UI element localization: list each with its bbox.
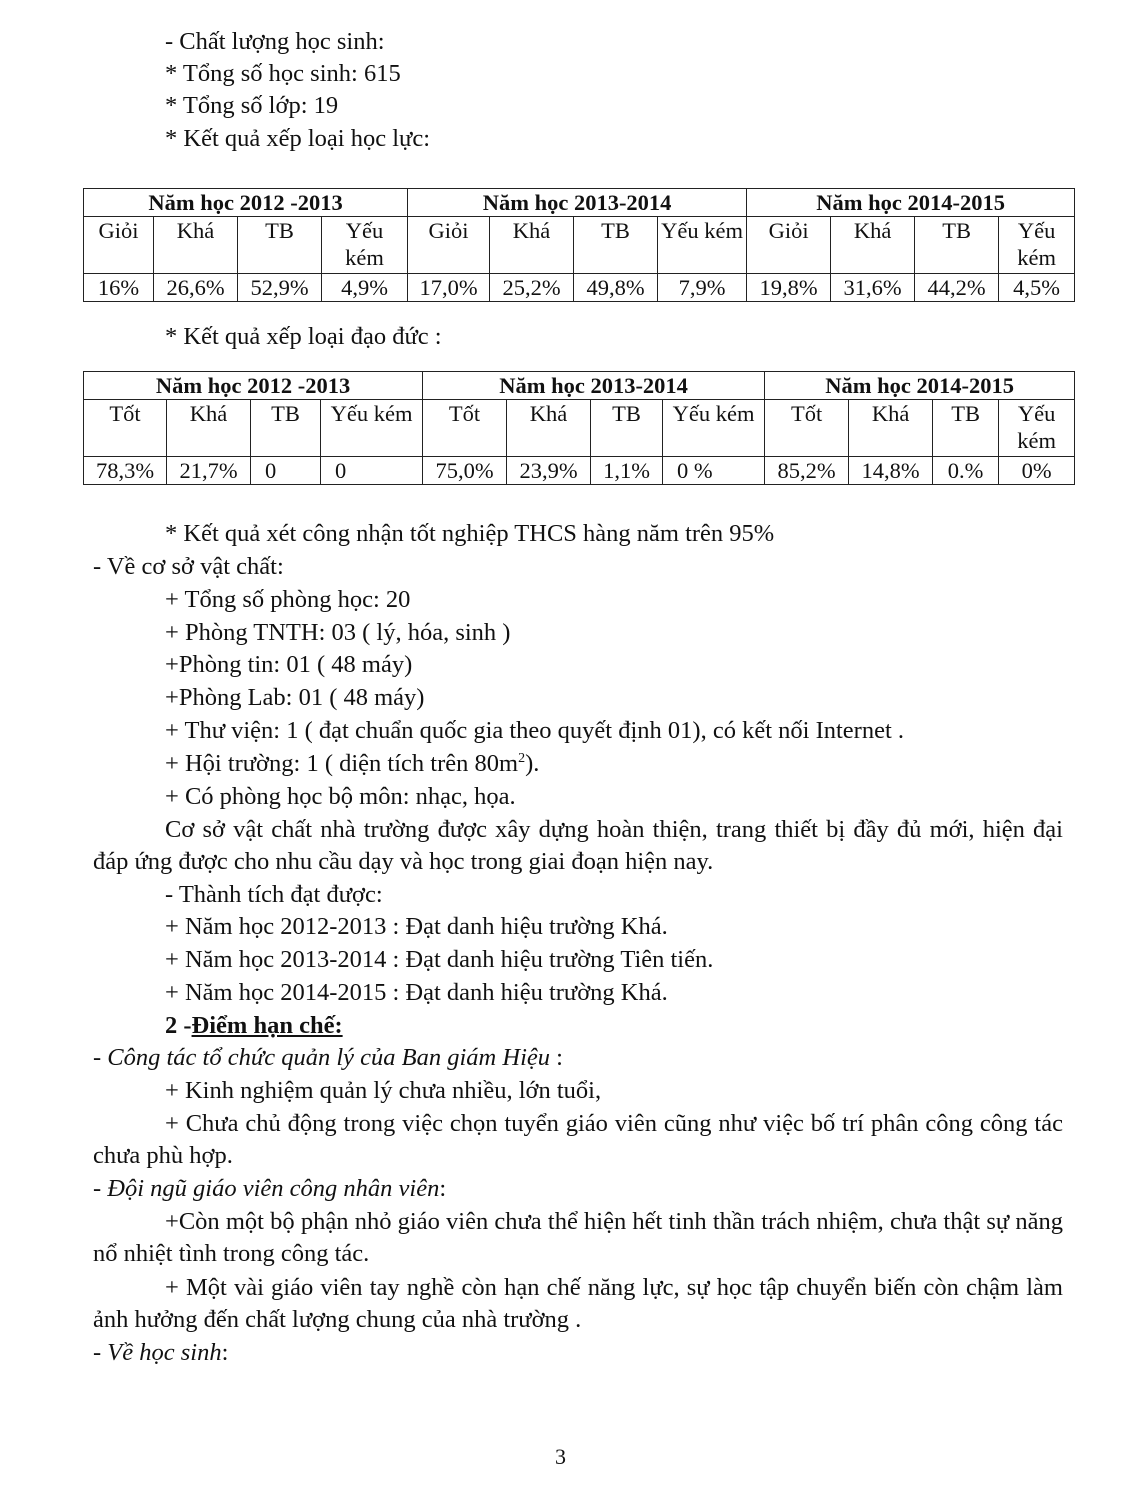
- staff-heading-text: - Đội ngũ giáo viên công nhân viên: [93, 1175, 440, 1202]
- year-header: Năm học 2012 -2013: [84, 189, 408, 217]
- limitations-heading: [165, 1011, 343, 1041]
- table-row: [84, 372, 1075, 400]
- year-header: Năm học 2014-2015: [765, 372, 1075, 400]
- management-heading: [93, 1043, 563, 1073]
- achievement-item: + Năm học 2014-2015 : Đạt danh hiệu trường Khá.: [165, 979, 668, 1006]
- table-row: [84, 217, 1075, 274]
- academic-results-table: [83, 188, 1075, 302]
- column-header: Giỏi: [84, 217, 154, 274]
- facility-item: + Thư viện: 1 ( đạt chuẩn quốc gia theo quyết định 01), có kết nối Internet .: [165, 717, 904, 744]
- column-header: TB: [591, 400, 663, 457]
- achievements-heading: - Thành tích đạt được:: [165, 881, 383, 908]
- column-header: Khá: [490, 217, 574, 274]
- column-header: TB: [915, 217, 999, 274]
- staff-colon: :: [439, 1175, 447, 1202]
- table-cell: 44,2%: [915, 274, 999, 302]
- table-cell: 78,3%: [84, 457, 167, 485]
- facility-item: +Phòng tin: 01 ( 48 máy): [165, 651, 413, 678]
- facility-music: + Có phòng học bộ môn: nhạc, họa.: [165, 783, 516, 810]
- management-heading-text: - Công tác tổ chức quản lý của Ban giám Hiệu: [93, 1044, 550, 1071]
- management-item: + Chưa chủ động trong việc chọn tuyển giáo viên cũng như việc bố trí phân công công tác chưa phù hợp.: [93, 1110, 1063, 1169]
- column-header: Khá: [507, 400, 591, 457]
- table-cell: 49,8%: [574, 274, 658, 302]
- facility-item: + Phòng TNTH: 03 ( lý, hóa, sinh ): [165, 619, 511, 646]
- facility-item: + Tổng số phòng học: 20: [165, 586, 411, 613]
- column-header: TB: [933, 400, 999, 457]
- column-header: Yếu kém: [663, 400, 765, 457]
- column-header: TB: [574, 217, 658, 274]
- table-row: [84, 400, 1075, 457]
- staff-item: +Còn một bộ phận nhỏ giáo viên chưa thể hiện hết tinh thần trách nhiệm, chưa thật sự năng nổ nhiệt tình trong công tác.: [93, 1208, 1063, 1267]
- facilities-heading: - Về cơ sở vật chất:: [93, 553, 284, 580]
- table-cell: 0: [321, 457, 423, 485]
- table-cell: 21,7%: [167, 457, 251, 485]
- quality-heading: - Chất lượng học sinh:: [165, 28, 385, 55]
- year-header: Năm học 2013-2014: [408, 189, 747, 217]
- column-header: Khá: [831, 217, 915, 274]
- table-cell: 0%: [999, 457, 1075, 485]
- conduct-results-table: [83, 371, 1075, 485]
- graduation-result: * Kết quả xét công nhận tốt nghiệp THCS hàng năm trên 95%: [165, 520, 775, 547]
- hall-end: ).: [525, 750, 540, 777]
- section-number: 2 -: [165, 1012, 192, 1039]
- table-row: [84, 457, 1075, 485]
- table-cell: 0: [251, 457, 321, 485]
- table-cell: 14,8%: [849, 457, 933, 485]
- column-header: Khá: [849, 400, 933, 457]
- staff-item: + Một vài giáo viên tay nghề còn hạn chế năng lực, sự học tập chuyển biến còn chậm làm ảnh hưởng đến chất lượng chung của nhà trường .: [93, 1274, 1063, 1333]
- table-cell: 16%: [84, 274, 154, 302]
- staff-heading: [93, 1174, 446, 1204]
- column-header: Khá: [167, 400, 251, 457]
- academic-results-title: * Kết quả xếp loại học lực:: [165, 125, 431, 152]
- management-colon: :: [550, 1044, 563, 1071]
- column-header: Giỏi: [747, 217, 831, 274]
- column-header: TB: [251, 400, 321, 457]
- total-students: * Tổng số học sinh: 615: [165, 60, 401, 87]
- table-cell: 25,2%: [490, 274, 574, 302]
- column-header: Yếu kém: [999, 217, 1075, 274]
- year-header: Năm học 2013-2014: [423, 372, 765, 400]
- page-number: 3: [555, 1444, 566, 1469]
- year-header: Năm học 2014-2015: [747, 189, 1075, 217]
- students-colon: :: [221, 1339, 229, 1366]
- table-cell: 0.%: [933, 457, 999, 485]
- table-cell: 1,1%: [591, 457, 663, 485]
- hall-text: + Hội trường: 1 ( diện tích trên 80m: [165, 750, 519, 777]
- total-classes: * Tổng số lớp: 19: [165, 92, 339, 119]
- table-cell: 75,0%: [423, 457, 507, 485]
- column-header: Giỏi: [408, 217, 490, 274]
- facility-hall: [165, 749, 539, 779]
- table-cell: 19,8%: [747, 274, 831, 302]
- table-cell: 23,9%: [507, 457, 591, 485]
- facilities-summary: Cơ sở vật chất nhà trường được xây dựng hoàn thiện, trang thiết bị đầy đủ mới, hiện đại đáp ứng được cho nhu cầu dạy và học trong giai đoạn hiện nay.: [93, 816, 1063, 875]
- column-header: Tốt: [765, 400, 849, 457]
- table-row: [84, 189, 1075, 217]
- year-header: Năm học 2012 -2013: [84, 372, 423, 400]
- column-header: Tốt: [423, 400, 507, 457]
- students-heading-text: - Về học sinh: [93, 1339, 222, 1366]
- column-header: Khá: [154, 217, 238, 274]
- column-header: Tốt: [84, 400, 167, 457]
- table-cell: 31,6%: [831, 274, 915, 302]
- column-header: Yếu kém: [999, 400, 1075, 457]
- table-cell: 85,2%: [765, 457, 849, 485]
- table-cell: 4,5%: [999, 274, 1075, 302]
- section-title: Điểm hạn chế:: [191, 1012, 343, 1039]
- column-header: Yếu kém: [321, 400, 423, 457]
- column-header: Yếu kém: [658, 217, 747, 274]
- column-header: TB: [238, 217, 322, 274]
- management-item: + Kinh nghiệm quản lý chưa nhiều, lớn tuổi,: [165, 1077, 602, 1104]
- facility-item: +Phòng Lab: 01 ( 48 máy): [165, 684, 425, 711]
- table-cell: 52,9%: [238, 274, 322, 302]
- table-cell: 4,9%: [322, 274, 408, 302]
- conduct-results-title: * Kết quả xếp loại đạo đức :: [165, 323, 442, 350]
- achievement-item: + Năm học 2013-2014 : Đạt danh hiệu trường Tiên tiến.: [165, 946, 714, 973]
- table-row: [84, 274, 1075, 302]
- column-header: Yếu kém: [322, 217, 408, 274]
- table-cell: 26,6%: [154, 274, 238, 302]
- table-cell: 0 %: [663, 457, 765, 485]
- table-cell: 7,9%: [658, 274, 747, 302]
- table-cell: 17,0%: [408, 274, 490, 302]
- hall-superscript: 2: [518, 750, 526, 766]
- achievement-item: + Năm học 2012-2013 : Đạt danh hiệu trường Khá.: [165, 913, 668, 940]
- students-heading: [93, 1338, 228, 1368]
